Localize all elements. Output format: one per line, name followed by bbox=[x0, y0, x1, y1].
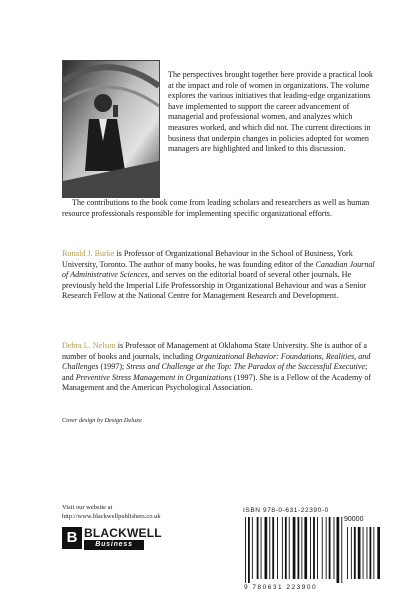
journal-title: Canadian Journal of Administrative Sciences bbox=[62, 259, 375, 280]
website-label: Visit our website at bbox=[62, 504, 113, 511]
intro-paragraph-2: The contributions to the book come from leading scholars and researchers as well as human resource professionals responsible for implementing specific organizational efforts. bbox=[62, 198, 370, 218]
author-bio-nelson bbox=[62, 341, 376, 394]
cover-photo bbox=[62, 60, 160, 198]
author-name: Debra L. Nelson bbox=[62, 341, 116, 350]
bio-text: (1997); bbox=[98, 362, 127, 372]
website-notice bbox=[62, 503, 202, 521]
book-title: Preventive Stress Management in Organizations bbox=[75, 372, 232, 382]
author-bio-burke bbox=[62, 249, 376, 302]
barcode bbox=[243, 517, 393, 583]
bio-text: (1997). She is a Fellow of the Academy of Management and the American Psychological Association. bbox=[62, 372, 372, 393]
bio-text: is Professor of Organizational Behaviour in the School of Business, York University, Toronto. The author of many books, he was founding editor of the bbox=[62, 249, 353, 269]
author-name: Ronald J. Burke bbox=[62, 249, 115, 258]
book-title: Stress and Challenge at the Top: The Paradox of the Successful Executive bbox=[126, 362, 366, 372]
cover-design-credit: Cover design by Design Deluxe bbox=[62, 417, 142, 424]
bio-text: is Professor of Management at Oklahoma State University. She is author of a number of books and journals, including bbox=[62, 341, 367, 361]
website-url: http://www.blackwellpublishers.co.uk bbox=[62, 513, 161, 520]
book-title: Organizational Behavior: Foundations, Realities, and Challenges bbox=[62, 351, 371, 372]
logo-wordmark: BLACKWELL bbox=[84, 526, 162, 540]
bio-text: , and serves on the editorial board of several other journals. He previously held the Imperial Life Professorship in Organizational Behaviour and was a Senior Research Fellow at the National Centre for Management Research and Development. bbox=[62, 270, 367, 301]
isbn-number: ISBN 978-0-631-22390-0 bbox=[243, 507, 329, 514]
price-code: 90000 bbox=[344, 516, 364, 523]
barcode-digits: 9 780631 223900 bbox=[244, 584, 318, 591]
logo-mark: B bbox=[62, 527, 82, 549]
logo-subtitle: Business bbox=[84, 540, 144, 550]
intro-paragraph-1: The perspectives brought together here provide a practical look at the impact and role of women in organizations. The volume explores the various initiatives that leading-edge organizations have implemented to support the career advancement of managerial and professional women, and analyzes which measures worked, and which did not. The current directions in business that underpin changes in policies adopted for women managers are highlighted and linked to this discussion. bbox=[168, 70, 373, 154]
bio-text: ; and bbox=[62, 362, 368, 382]
publisher-logo bbox=[62, 525, 162, 555]
